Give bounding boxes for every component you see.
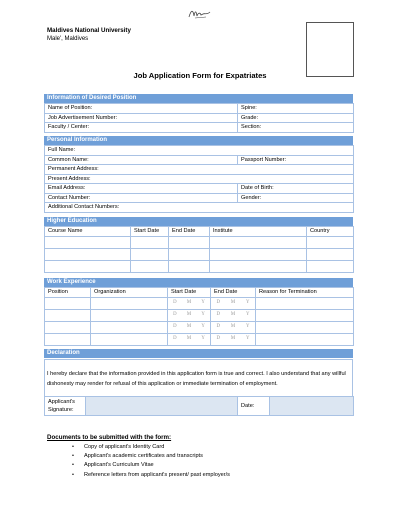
day-placeholder: D [173,300,177,305]
declaration-text: I hereby declare that the information provided in this application form is true and correct. I also understand that any willful dishonesty may render for refusal of this application or immediate termination of employment. [47,371,346,387]
column-header: Position [45,288,91,298]
table-row[interactable] [45,321,354,333]
column-header: Start Date [168,288,211,298]
column-header: Country [307,227,354,237]
additional-contact-field[interactable]: Additional Contact Numbers: [45,203,354,213]
month-placeholder: M [230,312,236,317]
list-item: • Copy of applicant's Identity Card [72,443,230,452]
work-header-row [45,288,354,298]
university-address: Male', Maldives [47,36,89,42]
photo-box[interactable] [306,22,354,77]
passport-number-field[interactable]: Passport Number: [238,155,354,165]
signature-logo-icon [186,7,214,21]
month-placeholder: M [230,336,236,341]
table-row[interactable] [45,297,354,309]
day-placeholder: D [216,336,220,341]
column-header: Course Name [45,227,131,237]
common-name-field[interactable]: Common Name: [45,155,238,165]
day-placeholder: D [216,300,220,305]
list-item: • Reference letters from applicant's present/ past employer/s [72,471,230,480]
personal-section-heading: Personal Information [44,136,353,145]
table-row[interactable] [45,236,354,248]
position-section-heading: Information of Desired Position [44,94,353,103]
documents-heading: Documents to be submitted with the form: [47,434,172,441]
month-placeholder: M [186,300,192,305]
table-row[interactable] [45,309,354,321]
month-placeholder: M [230,324,236,329]
list-item: • Applicant's academic certificates and transcripts [72,452,230,461]
column-header: Institute [210,227,307,237]
faculty-field[interactable]: Faculty / Center: [45,123,238,133]
column-header: End Date [169,227,210,237]
month-placeholder: M [186,336,192,341]
month-placeholder: M [186,312,192,317]
day-placeholder: D [216,324,220,329]
signature-label: Applicant's Signature: [45,397,86,416]
job-ad-number-field[interactable]: Job Advertisement Number: [45,113,238,123]
year-placeholder: Y [201,324,205,329]
documents-list [72,443,230,480]
month-placeholder: M [186,324,192,329]
year-placeholder: Y [246,336,250,341]
date-field[interactable] [270,397,354,416]
email-field[interactable]: Email Address: [45,184,238,194]
day-placeholder: D [173,336,177,341]
signature-field[interactable] [86,397,238,416]
personal-table [44,145,354,213]
education-section-heading: Higher Education [44,217,353,226]
year-placeholder: Y [201,312,205,317]
day-placeholder: D [173,312,177,317]
present-address-field[interactable]: Present Address: [45,174,354,184]
table-row[interactable] [45,248,354,260]
gender-field[interactable]: Gender: [238,193,354,203]
date-label: Date: [238,397,270,416]
position-name-field[interactable]: Name of Position: [45,104,238,114]
university-name: Maldives National University [47,27,131,34]
position-table [44,103,354,133]
day-placeholder: D [216,312,220,317]
table-row[interactable] [45,260,354,272]
column-header: Start Date [131,227,169,237]
year-placeholder: Y [201,336,205,341]
list-item: • Applicant's Curriculum Vitae [72,461,230,470]
contact-number-field[interactable]: Contact Number: [45,193,238,203]
year-placeholder: Y [201,300,205,305]
grade-field[interactable]: Grade: [238,113,354,123]
declaration-section-heading: Declaration [44,349,353,358]
education-table [44,226,354,273]
year-placeholder: Y [246,300,250,305]
work-section-heading: Work Experience [44,278,353,287]
form-title: Job Application Form for Expatriates [133,71,267,80]
table-row[interactable] [45,333,354,345]
year-placeholder: Y [246,324,250,329]
education-header-row [45,227,354,237]
work-table [44,287,354,346]
column-header: End Date [211,288,256,298]
spine-field[interactable]: Spine: [238,104,354,114]
permanent-address-field[interactable]: Permanent Address: [45,165,354,175]
section-field[interactable]: Section: [238,123,354,133]
column-header: Reason for Termination [256,288,354,298]
full-name-field[interactable]: Full Name: [45,146,354,156]
signature-row [44,396,354,416]
day-placeholder: D [173,324,177,329]
column-header: Organization [91,288,168,298]
month-placeholder: M [230,300,236,305]
date-of-birth-field[interactable]: Date of Birth: [238,184,354,194]
year-placeholder: Y [246,312,250,317]
